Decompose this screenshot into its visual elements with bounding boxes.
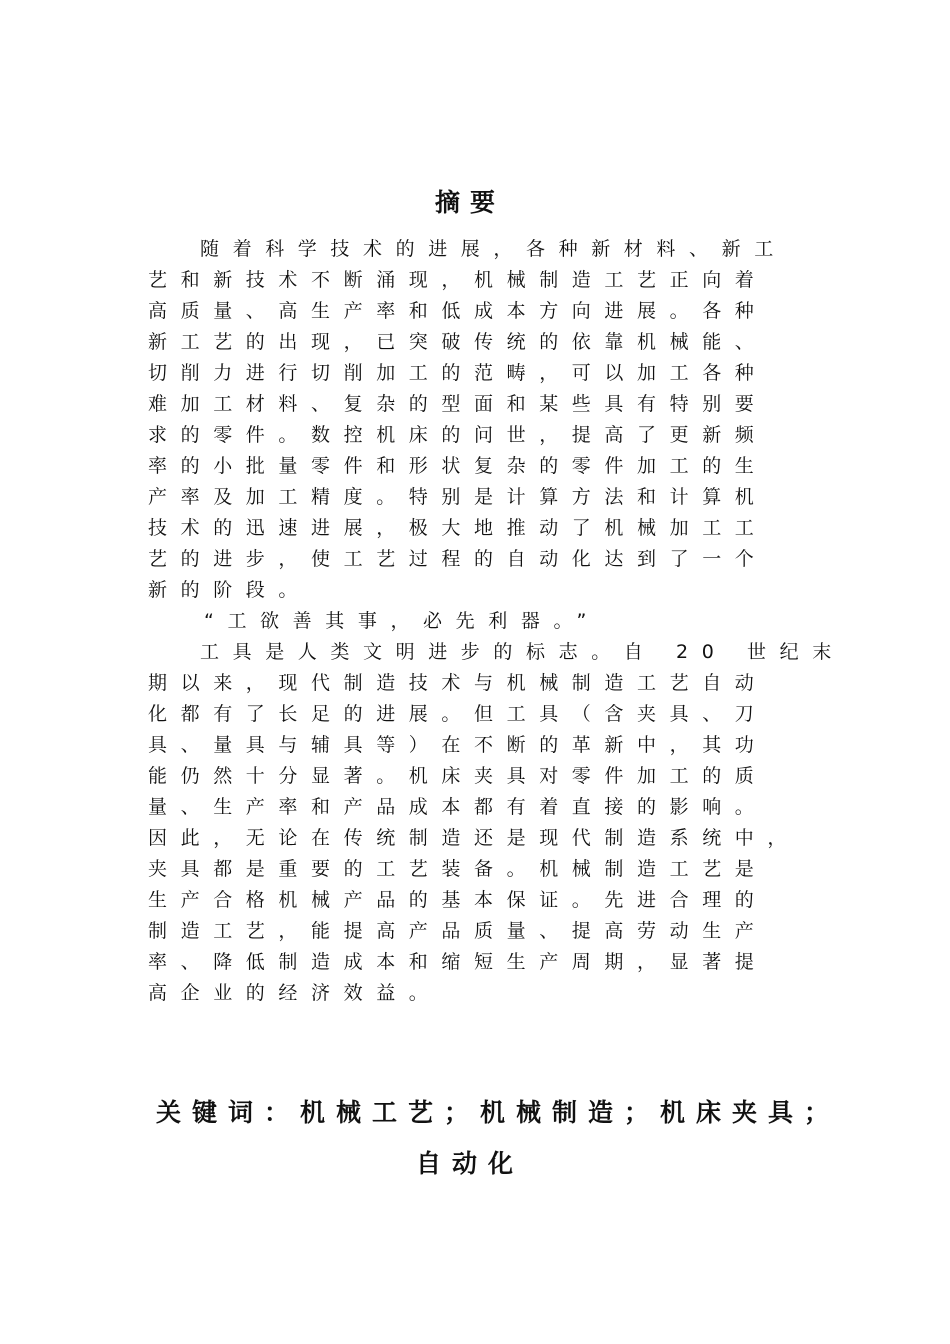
body-line: 制造工艺，能提高产品质量、提高劳动生产 bbox=[148, 920, 768, 942]
body-line: 难加工材料、复杂的型面和某些具有特别要 bbox=[148, 393, 768, 415]
body-line: 高质量、高生产率和低成本方向进展。各种 bbox=[148, 300, 768, 322]
body-line: 期以来，现代制造技术与机械制造工艺自动 bbox=[148, 672, 768, 694]
body-line: 艺的进步，使工艺过程的自动化达到了一个 bbox=[148, 548, 768, 570]
body-line: 因此，无论在传统制造还是现代制造系统中， bbox=[148, 827, 801, 849]
body-line: 能仍然十分显著。机床夹具对零件加工的质 bbox=[148, 765, 768, 787]
body-line: 化都有了长足的进展。但工具（含夹具、刀 bbox=[148, 703, 768, 725]
body-line: 率的小批量零件和形状复杂的零件加工的生 bbox=[148, 455, 768, 477]
keywords-line-2: 自动化 bbox=[415, 1149, 524, 1178]
body-line: 产率及加工精度。特别是计算方法和计算机 bbox=[148, 486, 768, 508]
body-line: 生产合格机械产品的基本保证。先进合理的 bbox=[148, 889, 768, 911]
body-line: 技术的迅速进展，极大地推动了机械加工工 bbox=[148, 517, 768, 539]
body-line: 新的阶段。 bbox=[148, 579, 312, 601]
body-line: 夹具都是重要的工艺装备。机械制造工艺是 bbox=[148, 858, 768, 880]
body-line: 艺和新技术不断涌现，机械制造工艺正向着 bbox=[148, 269, 768, 291]
quote-line: “工欲善其事，必先利器。” bbox=[204, 610, 600, 632]
body-line: 工具是人类文明进步的标志。自 20 世纪末 bbox=[200, 641, 845, 663]
body-line: 求的零件。数控机床的问世，提高了更新频 bbox=[148, 424, 768, 446]
body-line: 随着科学技术的进展，各种新材料、新工 bbox=[200, 238, 787, 260]
body-line: 新工艺的出现，已突破传统的依靠机械能、 bbox=[148, 331, 768, 353]
body-line: 高企业的经济效益。 bbox=[148, 982, 442, 1004]
body-line: 率、降低制造成本和缩短生产周期，显著提 bbox=[148, 951, 768, 973]
abstract-body bbox=[148, 234, 845, 1009]
body-line: 具、量具与辅具等）在不断的革新中，其功 bbox=[148, 734, 768, 756]
keywords-line-1: 关键词：机械工艺；机械制造；机床夹具； bbox=[156, 1098, 841, 1127]
body-line: 量、生产率和产品成本都有着直接的影响。 bbox=[148, 796, 768, 818]
abstract-title: 摘要 bbox=[434, 188, 505, 217]
body-line: 切削力进行切削加工的范畴，可以加工各种 bbox=[148, 362, 768, 384]
